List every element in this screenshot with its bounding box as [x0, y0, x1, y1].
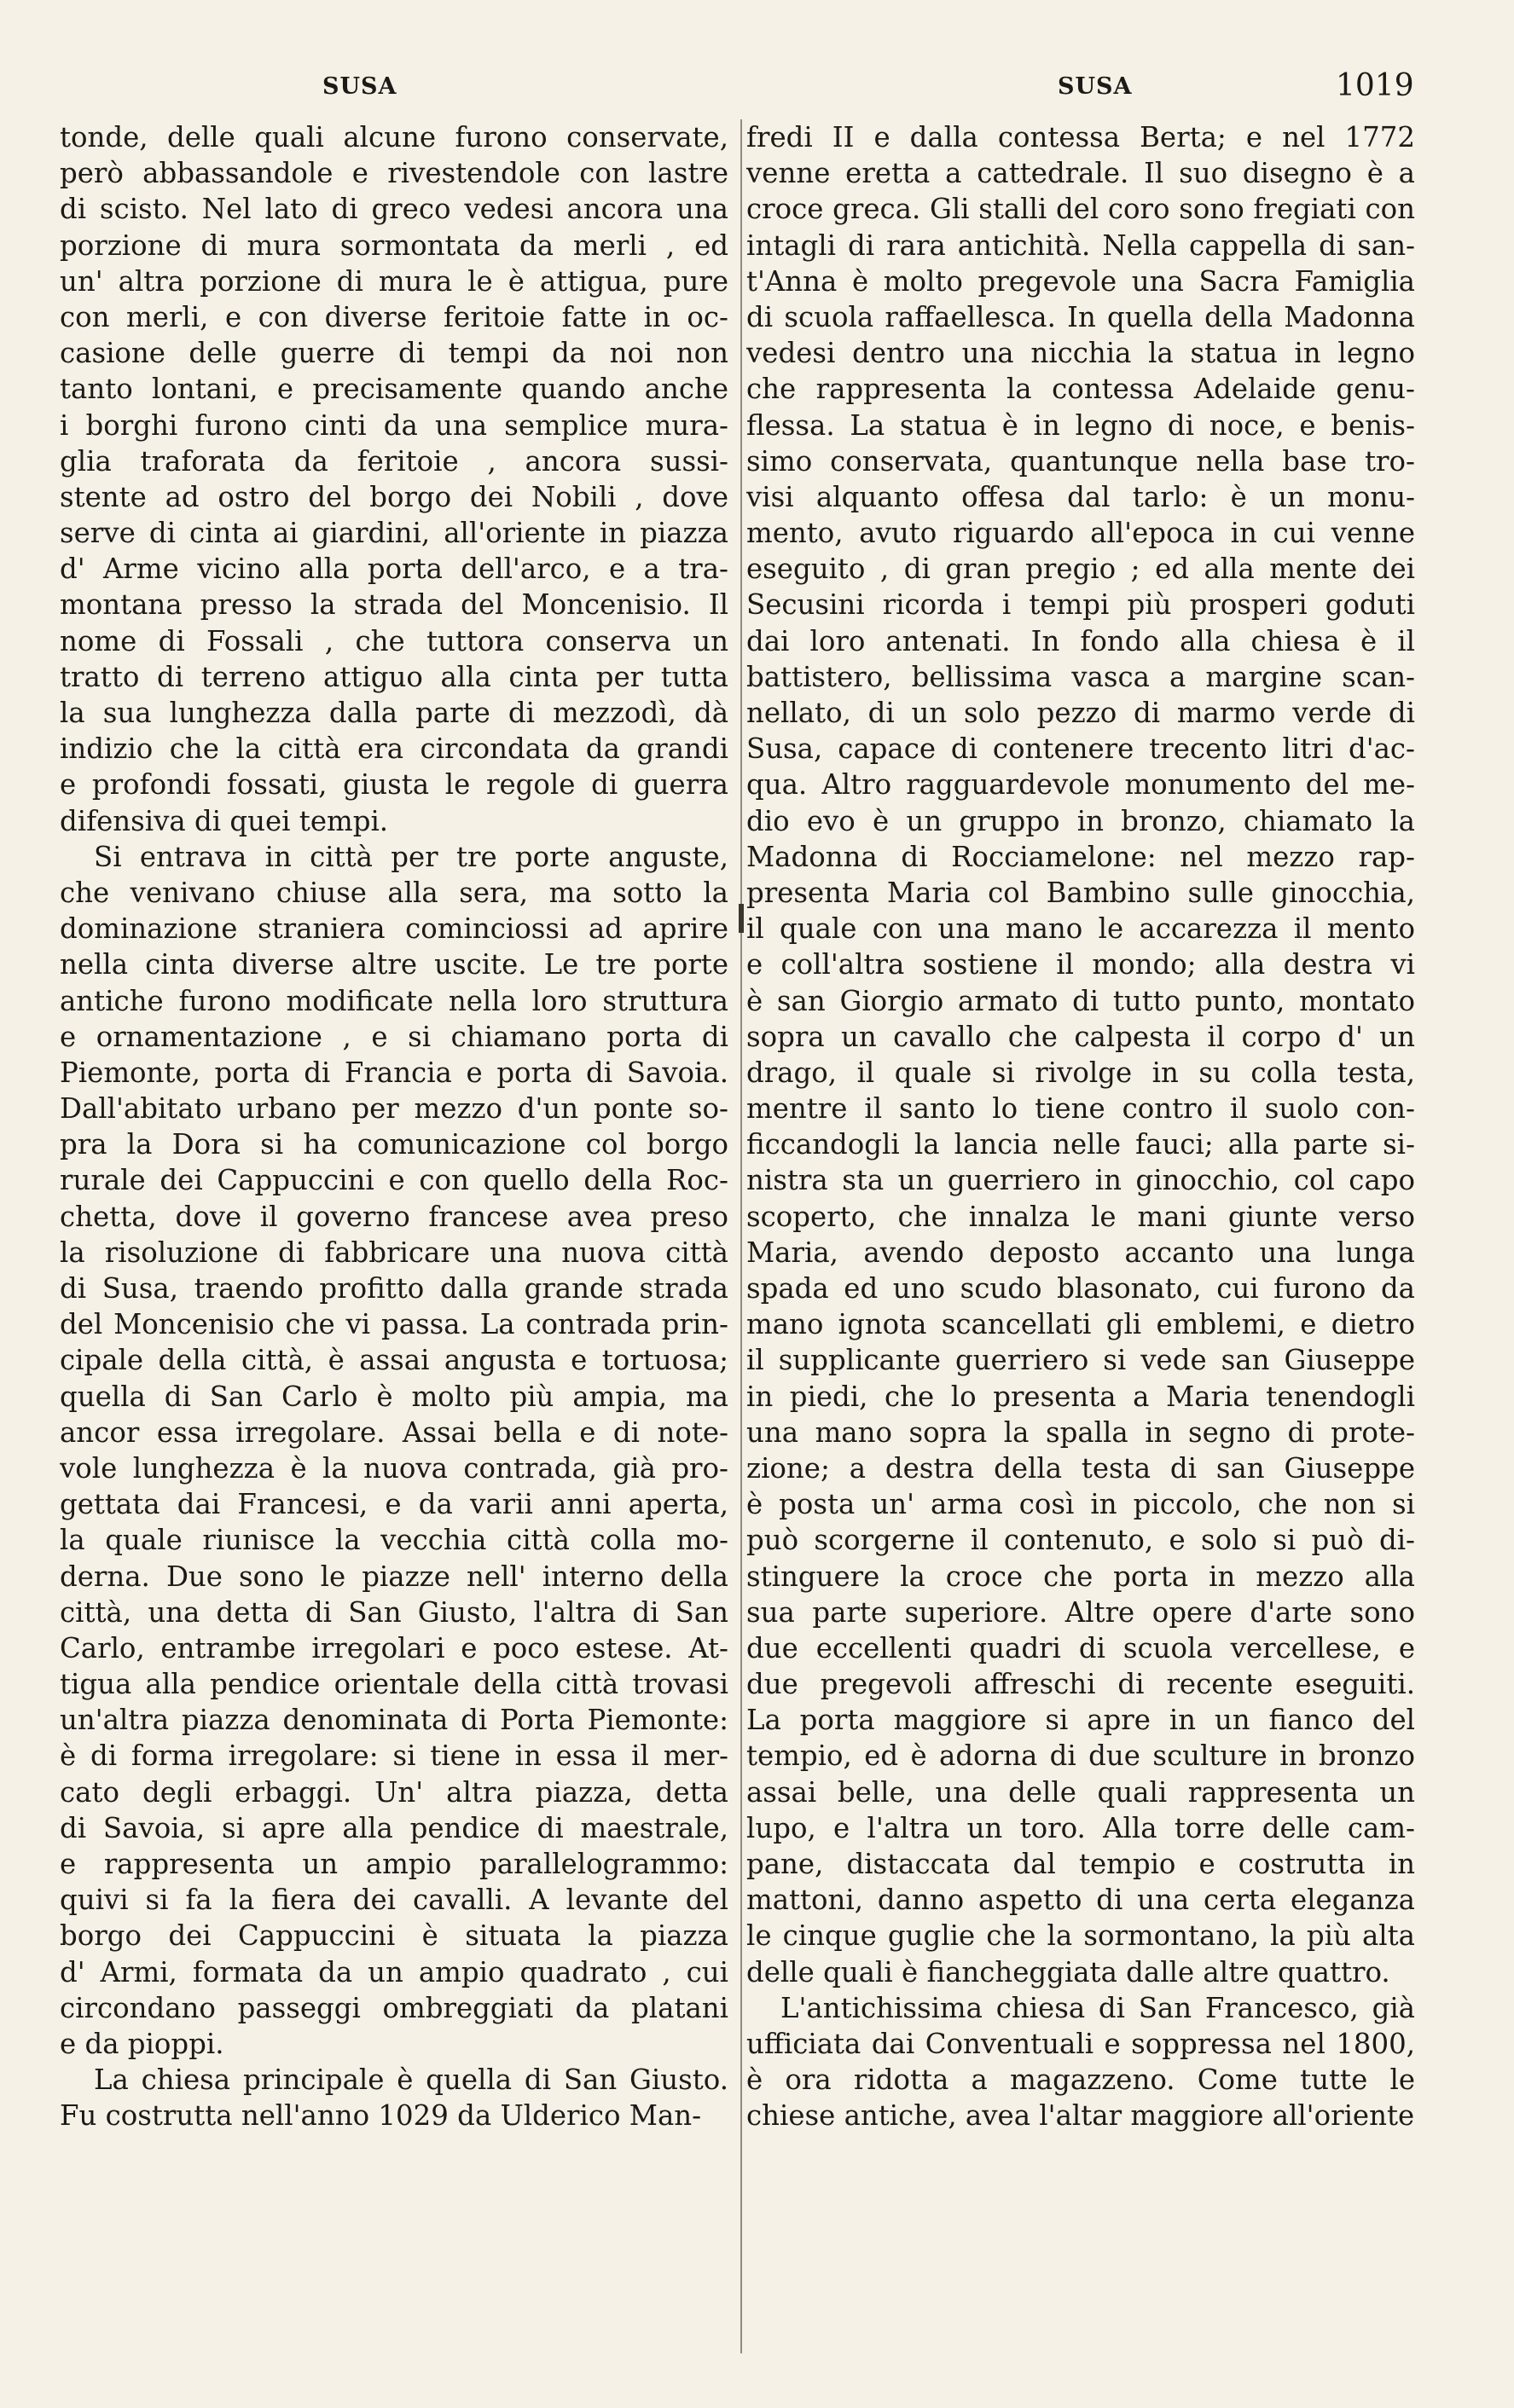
text-line: dai loro antenati. In fondo alla chiesa è il	[746, 624, 1415, 657]
text-line: tratto di terreno attiguo alla cinta per tutta	[60, 660, 728, 693]
column-divider	[740, 119, 742, 2353]
text-line: Si entrava in città per tre porte anguste,	[94, 840, 728, 873]
text-line: tanto lontani, e precisamente quando anche	[60, 373, 728, 406]
text-line: un' altra porzione di mura le è attigua, pure	[60, 264, 728, 298]
text-line: è di forma irregolare: si tiene in essa il mer-	[60, 1739, 728, 1773]
text-line: che rappresenta la contessa Adelaide genu-	[746, 373, 1415, 406]
text-line: è san Giorgio armato di tutto punto, montato	[746, 984, 1415, 1017]
text-line: ancor essa irregolare. Assai bella e di note-	[60, 1415, 728, 1449]
text-line: montana presso la strada del Moncenisio. Il	[60, 588, 728, 622]
running-header-left: SUSA	[322, 73, 397, 100]
text-line: Madonna di Rocciamelone: nel mezzo rap-	[746, 840, 1415, 873]
text-line: il supplicante guerriero si vede san Giuseppe	[746, 1344, 1415, 1377]
text-line: borgo dei Cappuccini è situata la piazza	[60, 1919, 728, 1953]
text-line: che venivano chiuse alla sera, ma sotto la	[60, 876, 728, 909]
text-line: quivi si fa la fiera dei cavalli. A levante del	[60, 1884, 728, 1917]
text-line: dio evo è un gruppo in bronzo, chiamato la	[746, 804, 1415, 837]
text-line: pra la Dora si ha comunicazione col borgo	[60, 1128, 728, 1161]
text-line: scoperto, che innalza le mani giunte verso	[746, 1200, 1415, 1233]
text-line: in piedi, che lo presenta a Maria tenendogli	[746, 1380, 1415, 1413]
text-line: due eccellenti quadri di scuola vercellese, e	[746, 1631, 1415, 1664]
text-line: L'antichissima chiesa di San Francesco, già	[780, 1991, 1415, 2024]
text-line: mano ignota scancellati gli emblemi, e dietro	[746, 1308, 1415, 1341]
text-line: è ora ridotta a magazzeno. Come tutte le	[746, 2064, 1415, 2097]
text-line: derna. Due sono le piazze nell' interno della	[60, 1560, 728, 1593]
text-line: visi alquanto offesa dal tarlo: è un monu-	[746, 480, 1415, 513]
text-line: tigua alla pendice orientale della città trovasi	[60, 1668, 728, 1701]
text-line: intagli di rara antichità. Nella cappella di san-	[746, 229, 1415, 262]
text-line: antiche furono modificate nella loro struttura	[60, 984, 728, 1017]
text-line: fredi II e dalla contessa Berta; e nel 1772	[746, 121, 1415, 153]
text-line: è posta un' arma così in piccolo, che non si	[746, 1488, 1415, 1521]
text-line: Dall'abitato urbano per mezzo d'un ponte so-	[60, 1092, 728, 1126]
text-line: un'altra piazza denominata di Porta Piemonte:	[60, 1704, 728, 1737]
text-line: lupo, e l'altra un toro. Alla torre delle cam-	[746, 1811, 1415, 1844]
text-line: le cinque guglie che la sormontano, la più alta	[746, 1919, 1415, 1953]
text-line: croce greca. Gli stalli del coro sono fregiati con	[746, 193, 1415, 226]
text-line: presenta Maria col Bambino sulle ginocchia,	[746, 876, 1415, 909]
text-line: indizio che la città era circondata da grandi	[60, 732, 728, 766]
text-line: chiese antiche, avea l'altar maggiore all'oriente	[746, 2099, 1415, 2133]
text-line: mentre il santo lo tiene contro il suolo con-	[746, 1092, 1415, 1126]
text-line: flessa. La statua è in legno di noce, e benis-	[746, 408, 1415, 442]
text-line: qua. Altro ragguardevole monumento del me-	[746, 768, 1415, 802]
text-line: eseguito , di gran pregio ; ed alla mente dei	[746, 553, 1415, 586]
text-line: delle quali è fiancheggiata dalle altre quattro.	[746, 1955, 1390, 1988]
text-line: zione; a destra della testa di san Giuseppe	[746, 1451, 1415, 1485]
text-line: Susa, capace di contenere trecento litri d'ac-	[746, 732, 1415, 766]
text-line: battistero, bellissima vasca a margine scan-	[746, 660, 1415, 693]
text-line: gettata dai Francesi, e da varii anni aperta,	[60, 1488, 728, 1521]
text-line: Secusini ricorda i tempi più prosperi goduti	[746, 588, 1415, 622]
text-line: e profondi fossati, giusta le regole di guerra	[60, 768, 728, 802]
text-line: la sua lunghezza dalla parte di mezzodì, dà	[60, 697, 728, 729]
running-header-right: SUSA	[1058, 73, 1133, 100]
text-line: stente ad ostro del borgo dei Nobili , dove	[60, 480, 728, 513]
text-line: può scorgerne il contenuto, e solo si può di-	[746, 1524, 1415, 1557]
text-line: La chiesa principale è quella di San Giusto.	[94, 2064, 728, 2097]
text-line: e ornamentazione , e si chiamano porta di	[60, 1020, 728, 1053]
text-line: la quale riunisce la vecchia città colla mo-	[60, 1524, 728, 1557]
text-line: nome di Fossali , che tuttora conserva un	[60, 624, 728, 657]
text-line: mattoni, danno aspetto di una certa eleganza	[746, 1884, 1415, 1917]
text-line: assai belle, una delle quali rappresenta un	[746, 1775, 1415, 1809]
text-line: cato degli erbaggi. Un' altra piazza, detta	[60, 1775, 728, 1809]
text-line: porzione di mura sormontata da merli , ed	[60, 229, 728, 262]
text-line: d' Armi, formata da un ampio quadrato , cui	[60, 1955, 728, 1988]
text-line: tempio, ed è adorna di due sculture in bronzo	[746, 1739, 1415, 1773]
text-line: la risoluzione di fabbricare una nuova città	[60, 1236, 728, 1269]
text-line: nella cinta diverse altre uscite. Le tre porte	[60, 948, 728, 981]
text-line: con merli, e con diverse feritoie fatte in oc-	[60, 300, 728, 333]
text-line: stinguere la croce che porta in mezzo alla	[746, 1560, 1415, 1593]
text-line: sua parte superiore. Altre opere d'arte sono	[746, 1595, 1415, 1629]
text-line: i borghi furono cinti da una semplice mura-	[60, 408, 728, 442]
text-line: cipale della città, è assai angusta e tortuosa;	[60, 1344, 728, 1377]
text-line: casione delle guerre di tempi da noi non	[60, 337, 728, 370]
text-line: chetta, dove il governo francese avea preso	[60, 1200, 728, 1233]
text-line: sopra un cavallo che calpesta il corpo d' un	[746, 1020, 1415, 1053]
text-line: nistra sta un guerriero in ginocchio, col capo	[746, 1164, 1415, 1197]
text-line: tonde, delle quali alcune furono conservate,	[60, 121, 728, 153]
text-line: mento, avuto riguardo all'epoca in cui venne	[746, 517, 1415, 550]
text-line: t'Anna è molto pregevole una Sacra Famiglia	[746, 264, 1415, 298]
text-line: drago, il quale si rivolge in su colla testa,	[746, 1056, 1415, 1089]
text-line: il quale con una mano le accarezza il mento	[746, 912, 1415, 946]
text-line: difensiva di quei tempi.	[60, 804, 389, 837]
text-line: La porta maggiore si apre in un fianco del	[746, 1704, 1415, 1737]
text-line: del Moncenisio che vi passa. La contrada prin-	[60, 1308, 728, 1341]
text-line: nellato, di un solo pezzo di marmo verde di	[746, 697, 1415, 729]
text-line: serve di cinta ai giardini, all'oriente in piazza	[60, 517, 728, 550]
text-line: glia traforata da feritoie , ancora sussi-	[60, 444, 728, 478]
text-line: pane, distaccata dal tempio e costrutta in	[746, 1848, 1415, 1880]
text-line: ufficiata dai Conventuali e soppressa nel 1800,	[746, 2027, 1415, 2060]
text-line: ficcandogli la lancia nelle fauci; alla parte si-	[746, 1128, 1415, 1161]
text-line: rurale dei Cappuccini e con quello della Roc-	[60, 1164, 728, 1197]
text-line: e rappresenta un ampio parallelogrammo:	[60, 1848, 728, 1880]
text-line: Piemonte, porta di Francia e porta di Savoia.	[60, 1056, 728, 1089]
text-line: e da pioppi.	[60, 2027, 224, 2060]
text-line: due pregevoli affreschi di recente eseguiti.	[746, 1668, 1415, 1701]
text-line: Maria, avendo deposto accanto una lunga	[746, 1236, 1415, 1269]
text-line: spada ed uno scudo blasonato, cui furono da	[746, 1272, 1415, 1305]
text-line: simo conservata, quantunque nella base tro-	[746, 444, 1415, 478]
text-column-left	[60, 119, 728, 2134]
text-line: città, una detta di San Giusto, l'altra di San	[60, 1595, 728, 1629]
text-line: d' Arme vicino alla porta dell'arco, e a tra-	[60, 553, 728, 586]
text-line: Fu costrutta nell'anno 1029 da Ulderico Man-	[60, 2099, 702, 2133]
text-line: vedesi dentro una nicchia la statua in legno	[746, 337, 1415, 370]
text-line: però abbassandole e rivestendole con lastre	[60, 157, 728, 190]
text-line: dominazione straniera cominciossi ad aprire	[60, 912, 728, 946]
text-line: vole lunghezza è la nuova contrada, già pro-	[60, 1451, 728, 1485]
text-line: di scuola raffaellesca. In quella della Madonna	[746, 300, 1415, 333]
text-line: quella di San Carlo è molto più ampia, ma	[60, 1380, 728, 1413]
text-line: di scisto. Nel lato di greco vedesi ancora una	[60, 193, 728, 226]
text-line: e coll'altra sostiene il mondo; alla destra vi	[746, 948, 1415, 981]
text-line: una mano sopra la spalla in segno di prote-	[746, 1415, 1415, 1449]
text-line: di Susa, traendo profitto dalla grande strada	[60, 1272, 728, 1305]
text-line: di Savoia, si apre alla pendice di maestrale,	[60, 1811, 728, 1844]
column-divider-mark	[739, 904, 744, 933]
text-line: Carlo, entrambe irregolari e poco estese. At-	[60, 1631, 728, 1664]
text-line: venne eretta a cattedrale. Il suo disegno è a	[746, 157, 1415, 190]
text-column-right	[746, 119, 1415, 2134]
page-number: 1019	[1336, 68, 1414, 103]
text-line: circondano passeggi ombreggiati da platani	[60, 1991, 728, 2024]
